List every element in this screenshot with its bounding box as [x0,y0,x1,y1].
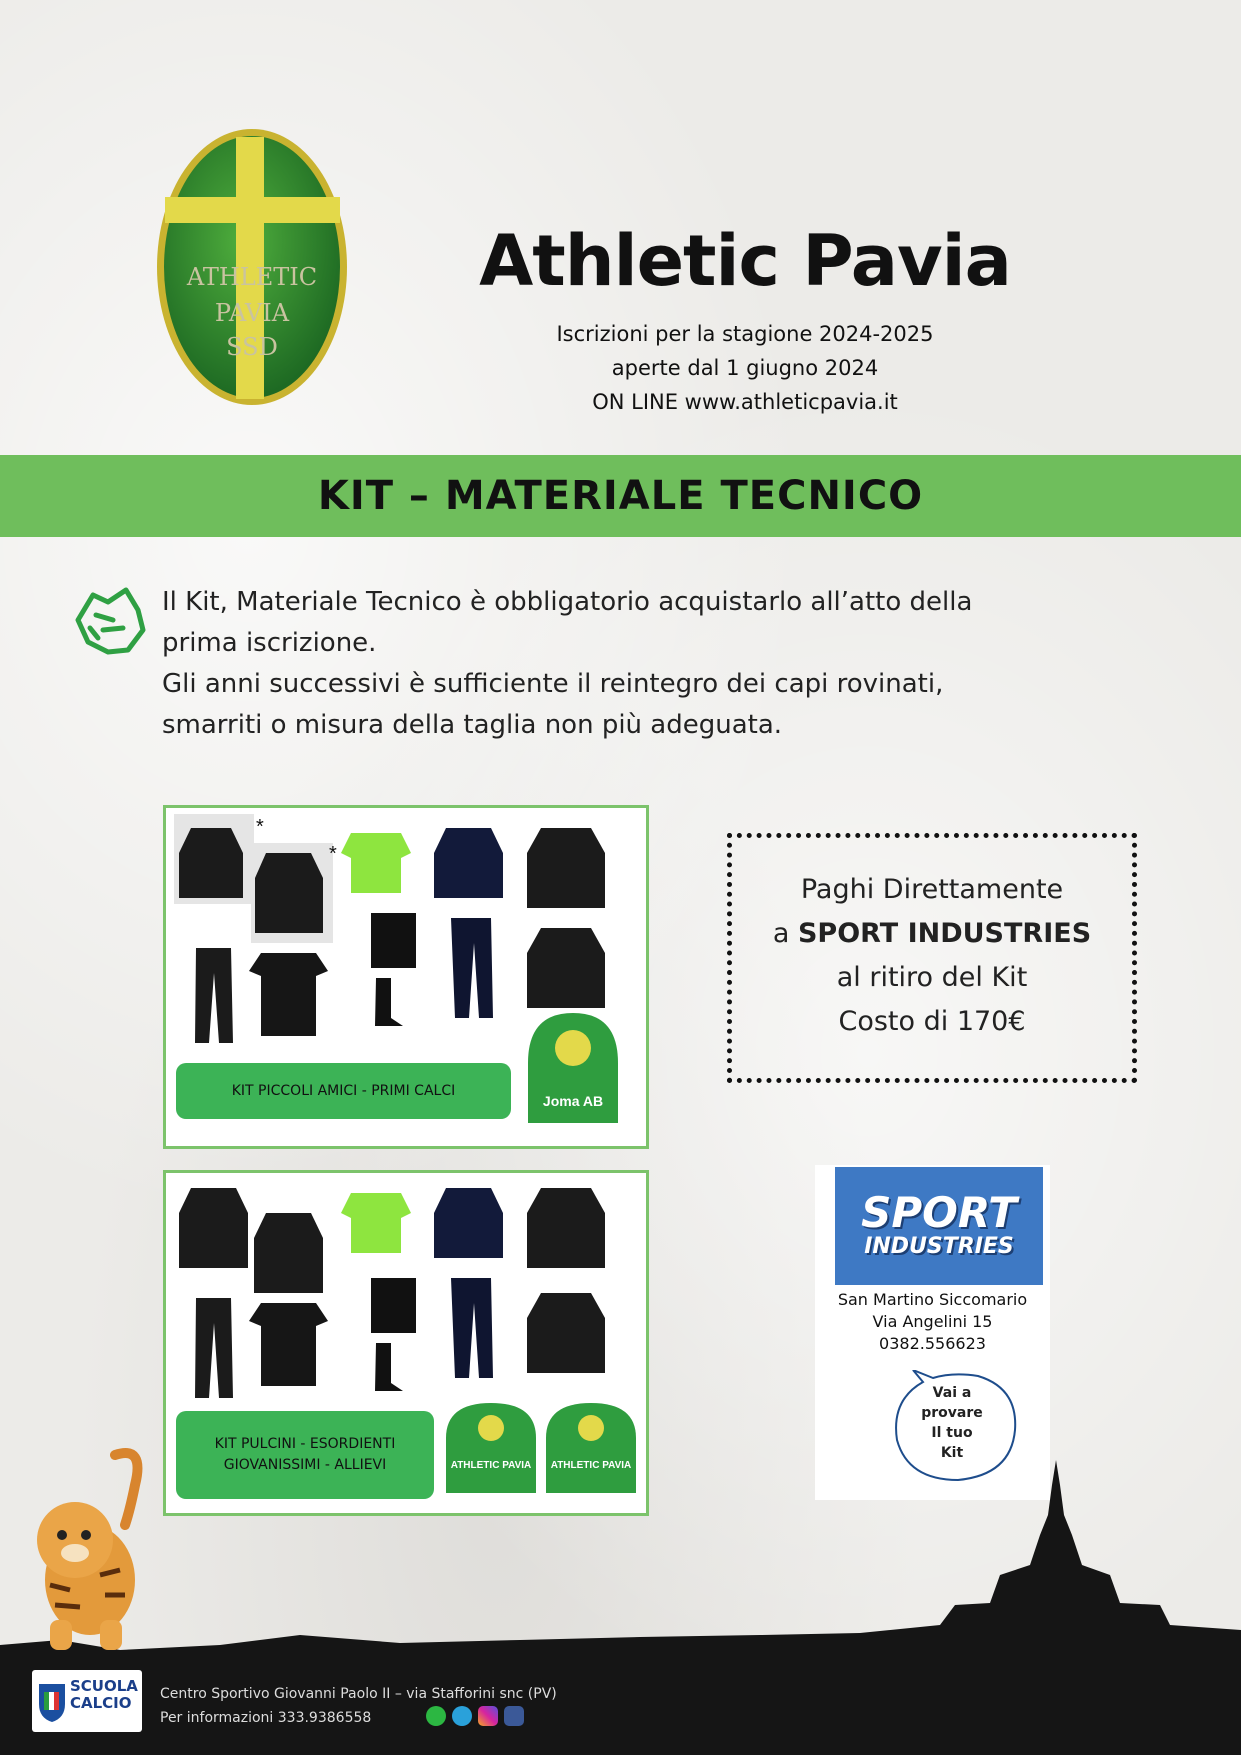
intro-line: Il Kit, Materiale Tecnico è obbligatorio acquistarlo all’atto della [162,587,973,617]
payment-line: al ritiro del Kit [836,962,1028,993]
instagram-icon[interactable] [478,1706,498,1726]
tiger-head-icon [68,580,148,660]
kit-label-line: GIOVANISSIMI - ALLIEVI [223,1457,387,1473]
svg-text:ATHLETIC PAVIA: ATHLETIC PAVIA [450,1460,532,1471]
svg-text:PAVIA: PAVIA [214,299,290,327]
store-address: San Martino Siccomario Via Angelini 15 0382.556623 [837,1290,1028,1353]
social-icons [426,1706,524,1726]
svg-text:*: * [329,843,337,865]
tiger-mascot-illustration [20,1445,160,1655]
svg-text:ATHLETIC: ATHLETIC [186,263,318,291]
telegram-icon[interactable] [452,1706,472,1726]
footer-phone: Per informazioni 333.9386558 [160,1710,372,1726]
opening-date-line: aperte dal 1 giugno 2024 [611,356,879,380]
sport-industries-logo: SPORT INDUSTRIES [835,1167,1043,1285]
kit-label: KIT PICCOLI AMICI - PRIMI CALCI [176,1063,511,1119]
bubble-text: Vai a provare Il tuo Kit [921,1385,983,1461]
intro-line: smarriti o misura della taglia non più adeguata. [162,710,783,740]
intro-text [162,582,1182,746]
scuola-calcio-logo: SCUOLA CALCIO [32,1670,142,1732]
svg-text:*: * [256,816,264,838]
svg-text:Joma AB: Joma AB [542,1093,604,1109]
store-name: SPORT INDUSTRIES [797,918,1092,949]
footer-address: Centro Sportivo Giovanni Paolo II – via Stafforini snc (PV) [160,1686,557,1702]
intro-line: Gli anni successivi è sufficiente il reintegro dei capi rovinati, [162,669,944,699]
facebook-icon[interactable] [504,1706,524,1726]
payment-info-box [727,833,1137,1083]
page-title: Athletic Pavia [479,220,1011,302]
svg-text:ATHLETIC PAVIA: ATHLETIC PAVIA [550,1460,632,1471]
club-crest-logo [152,125,352,410]
whatsapp-icon[interactable] [426,1706,446,1726]
kit-label-line: KIT PULCINI - ESORDIENTI [214,1436,396,1452]
price-line: Costo di 170€ [838,1006,1026,1037]
season-line: Iscrizioni per la stagione 2024-2025 [556,322,934,346]
section-banner [0,455,1241,537]
intro-line: prima iscrizione. [162,628,377,658]
section-title: KIT – MATERIALE TECNICO [317,473,924,519]
store-card [815,1165,1050,1500]
online-website-line: ON LINE www.athleticpavia.it [592,390,898,414]
payment-line: a SPORT INDUSTRIES [772,918,1092,949]
kit-piccoli-amici-image [163,805,649,1149]
svg-text:SSD: SSD [226,333,278,361]
federation-shield-icon [37,1682,67,1722]
payment-line: Paghi Direttamente [800,874,1064,905]
